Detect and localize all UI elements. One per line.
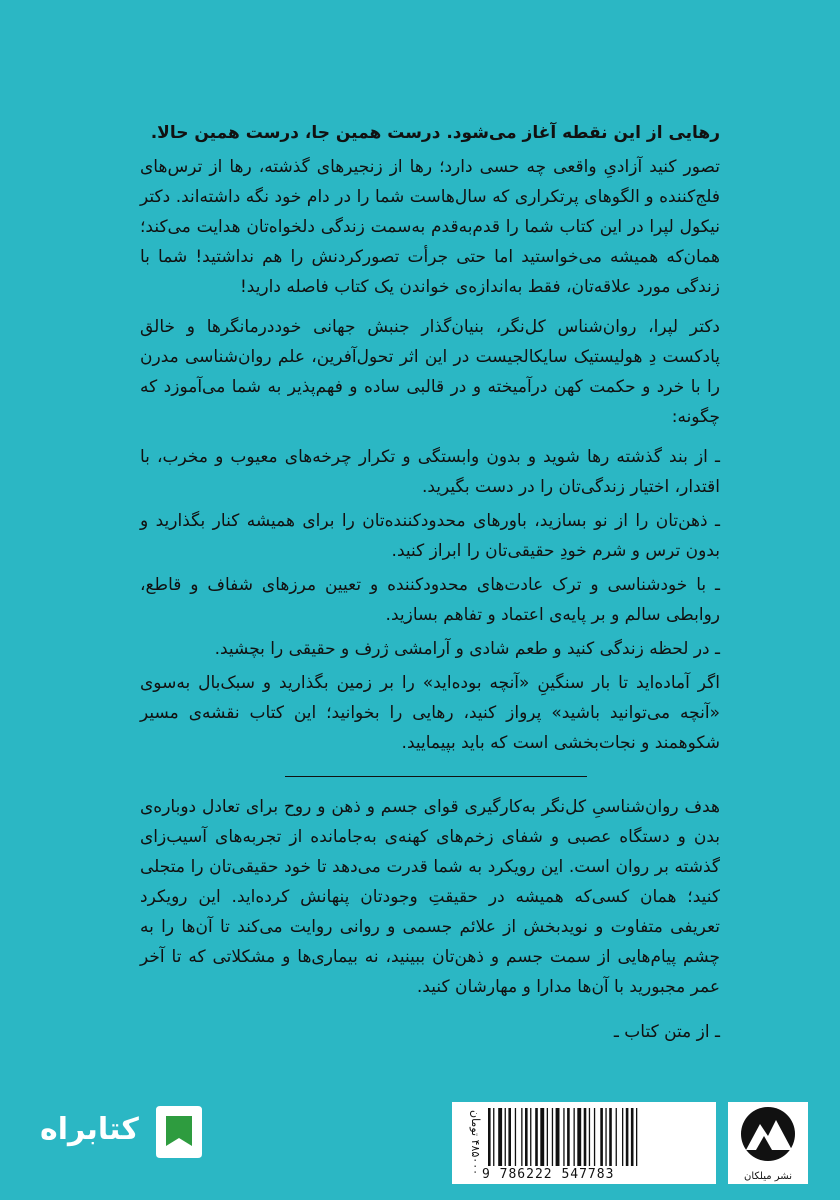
- barcode-bar: [563, 1108, 564, 1166]
- publisher-logo: [728, 1102, 808, 1184]
- barcode-bar: [631, 1108, 634, 1166]
- barcode-bar: [498, 1108, 502, 1166]
- barcode-bar: [508, 1108, 511, 1166]
- barcode-bar: [567, 1108, 570, 1166]
- mountain-icon: [734, 1106, 802, 1162]
- barcode-bar: [505, 1108, 506, 1166]
- barcode-bar: [600, 1108, 603, 1166]
- barcode-bar: [552, 1108, 553, 1166]
- barcode-bar: [535, 1108, 538, 1166]
- barcode-bar: [525, 1108, 528, 1166]
- closing-paragraph: اگر آماده‌اید تا بار سنگینِ «آنچه بوده‌اید» را بر زمین بگذارید و سبک‌بال به‌سوی «آنچه می‌توانید باشید» پرواز کنید، رهایی را بخوانید؛ این کتاب نقشه‌ی مسیر شکوهمند و نجات‌بخشی است که باید بپیمایید.: [140, 673, 720, 753]
- price-label: ۴۸۵۰۰۰ تومان: [469, 1110, 482, 1176]
- publisher-name: نشر میلکان: [744, 1171, 792, 1182]
- barcode-bar: [577, 1108, 581, 1166]
- barcode-bar: [622, 1108, 623, 1166]
- store-logo: [40, 1100, 220, 1164]
- barcode-bar: [589, 1108, 590, 1166]
- barcode-bar: [547, 1108, 548, 1166]
- barcode-bars: [488, 1108, 700, 1166]
- barcode-bar: [574, 1108, 575, 1166]
- body-text: [140, 152, 720, 768]
- barcode-bar: [540, 1108, 544, 1166]
- barcode-bar: [594, 1108, 595, 1166]
- headline: رهایی از این نقطه آغاز می‌شود. درست همین جا، درست همین حالا.: [150, 123, 720, 143]
- barcode-bar: [521, 1108, 522, 1166]
- divider: [285, 776, 587, 777]
- bullet-item: ـ از بند گذشته رها شوید و بدون وابستگی و تکرار چرخه‌های معیوب و مخرب، با اقتدار، اختیار زندگی‌تان را در دست بگیرید.: [140, 447, 720, 497]
- barcode-bar: [636, 1108, 637, 1166]
- barcode: [452, 1102, 716, 1184]
- bullet-item: ـ ذهن‌تان را از نو بسازید، باورهای محدودکننده‌تان را برای همیشه کنار بگذارید و بدون ترس و شرم خودِ حقیقی‌تان را ابراز کنید.: [140, 511, 720, 561]
- barcode-bar: [605, 1108, 606, 1166]
- bullet-item: ـ با خودشناسی و ترک عادت‌های محدودکننده و تعیین مرزهای شفاف و قاطع، روابطی سالم و بر پایه‌ی اعتماد و تفاهم بسازید.: [140, 575, 720, 625]
- barcode-digits: 9 786222 547783: [482, 1167, 615, 1182]
- barcode-bar: [584, 1108, 587, 1166]
- store-name: کتابراه: [40, 1112, 139, 1147]
- paragraph: دکتر لپرا، روان‌شناس کل‌نگر، بنیان‌گذار جنبش جهانی خوددرمانگرها و خالق پادکست دِ هولیستیک سایکالجیست در این اثر تحول‌آفرین، علم روان‌شناسی مدرن را با خرد و حکمت کهن درآمیخته و در قالبی ساده و فهم‌پذیر به شما می‌آموزد که چگونه:: [140, 317, 720, 427]
- bullet-item: ـ در لحظه زندگی کنید و طعم شادی و آرامشی ژرف و حقیقی را بچشید.: [214, 639, 720, 659]
- barcode-bar: [616, 1108, 617, 1166]
- barcode-bar: [515, 1108, 516, 1166]
- barcode-bar: [556, 1108, 560, 1166]
- barcode-bar: [488, 1108, 491, 1166]
- quote-paragraph: هدف روان‌شناسیِ کل‌نگر به‌کارگیری قوای جسم و ذهن و روح برای تعادل دوباره‌ی بدن و دستگاه عصبی و شفای زخم‌های کهنه‌ی به‌جامانده از تجربه‌های آسیب‌زای گذشته بر روان است. این رویکرد به شما قدرت می‌دهد تا خود حقیقی‌تان را متجلی کنید؛ همان کسی‌که همیشه در حقیقتِ وجودتان پنهانش کرده‌اید. این رویکرد تعریفی متفاوت و نویدبخش از علائم جسمی و روانی روایت می‌کند تا آن‌ها را به چشم پیام‌هایی از سمت جسم و ذهن‌تان ببینید، نه بیماری‌ها و مشکلاتی که تا آخر عمر مجبورید با آن‌ها مدارا و مهارشان کنید.: [140, 797, 720, 997]
- barcode-bar: [530, 1108, 531, 1166]
- bookmark-icon: [152, 1104, 206, 1160]
- barcode-bar: [493, 1108, 494, 1166]
- paragraph: تصور کنید آزادیِ واقعی چه حسی دارد؛ رها از زنجیرهای گذشته، رها از ترس‌های فلج‌کننده و الگوهای پرتکراری که سال‌هاست شما را در دام خود نگه داشته‌اند. دکتر نیکول لپرا در این کتاب شما را قدم‌به‌قدم به‌سمت زندگی دلخواه‌تان هدایت می‌کند؛ همان‌که همیشه می‌خواستید اما حتی جرأت تصورکردنش را هم نداشتید! شما با زندگی مورد علاقه‌تان، فقط به‌اندازه‌ی خواندن یک کتاب فاصله دارید!: [140, 157, 720, 297]
- book-quote: [140, 792, 720, 1012]
- barcode-bar: [626, 1108, 629, 1166]
- quote-source: ـ از متن کتاب ـ: [613, 1022, 720, 1042]
- barcode-bar: [609, 1108, 612, 1166]
